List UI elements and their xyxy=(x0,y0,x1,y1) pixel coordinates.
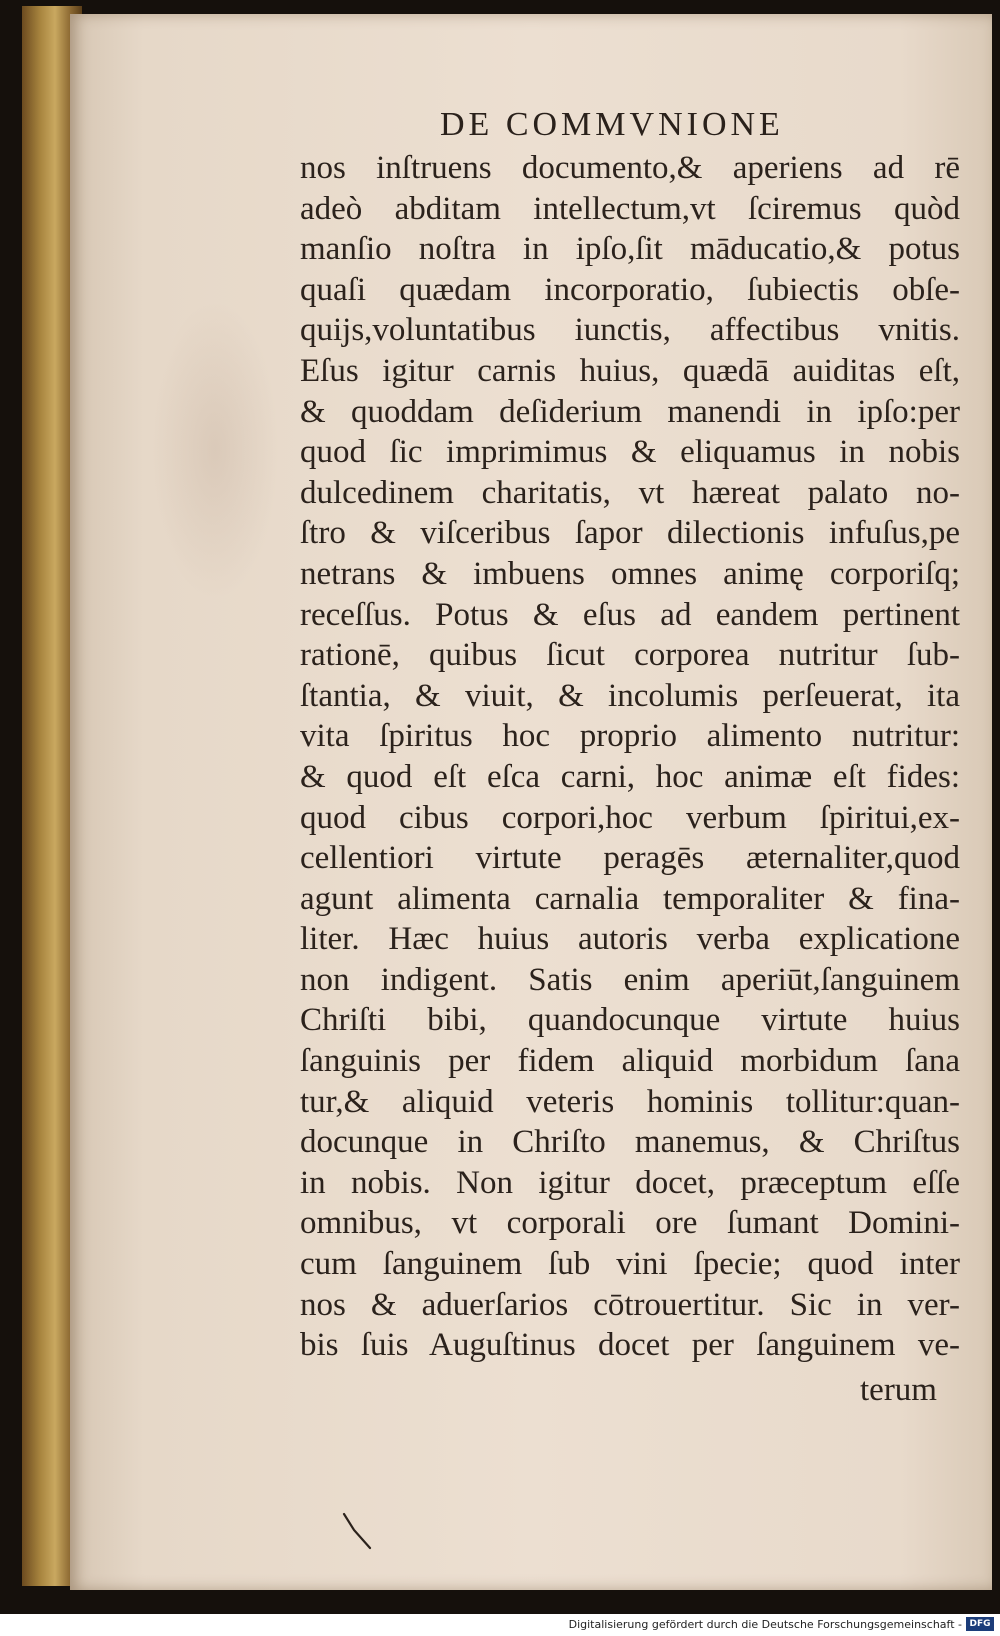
ink-bleed-through xyxy=(150,300,280,600)
text-line: cellentiori virtute peragēs æternaliter,quod xyxy=(300,840,960,877)
text-line: ſanguinis per fidem aliquid morbidum ſana xyxy=(300,1043,960,1080)
body-text xyxy=(300,148,960,1366)
dfg-logo: DFG xyxy=(966,1617,994,1631)
text-line: dulcedinem charitatis, vt hæreat palato no- xyxy=(300,474,960,511)
text-line: docunque in Chriſto manemus, & Chriſtus xyxy=(300,1124,960,1161)
text-line: netrans & imbuens omnes animę corporiſq; xyxy=(300,555,960,592)
text-line: omnibus, vt corporali ore ſumant Domini- xyxy=(300,1205,960,1242)
text-line: liter. Hæc huius autoris verba explicatione xyxy=(300,921,960,958)
text-line: adeò abditam intellectum,vt ſciremus quòd xyxy=(300,190,960,227)
footer-bar xyxy=(0,1614,1000,1636)
text-line: tur,& aliquid veteris hominis tollitur:quan- xyxy=(300,1083,960,1120)
text-line: nos & aduerſarios cōtrouertitur. Sic in ver- xyxy=(300,1286,960,1323)
text-line: Eſus igitur carnis huius, quædā auiditas eſt, xyxy=(300,352,960,389)
text-line: cum ſanguinem ſub vini ſpecie; quod inter xyxy=(300,1246,960,1283)
text-line: Chriſti bibi, quandocunque virtute huius xyxy=(300,1002,960,1039)
text-line: agunt alimenta carnalia temporaliter & fina- xyxy=(300,880,960,917)
text-line: in nobis. Non igitur docet, præceptum eſſe xyxy=(300,1164,960,1201)
text-line: quod ſic imprimimus & eliquamus in nobis xyxy=(300,434,960,471)
text-line: nos inſtruens documento,& aperiens ad rē xyxy=(300,150,960,186)
text-line: rationē, quibus ſicut corporea nutritur ſub- xyxy=(300,637,960,674)
text-line: & quod eſt eſca carni, hoc animæ eſt fides: xyxy=(300,758,960,795)
footer-credit: Digitalisierung gefördert durch die Deutsche Forschungsgemeinschaft - xyxy=(568,1618,962,1631)
text-line: ſtantia, & viuit, & incolumis perſeuerat, ita xyxy=(300,677,960,714)
text-line: & quoddam deſiderium manendi in ipſo:per xyxy=(300,393,960,430)
text-line: non indigent. Satis enim aperiūt,ſanguinem xyxy=(300,961,960,998)
text-line: vita ſpiritus hoc proprio alimento nutritur: xyxy=(300,718,960,755)
text-line: quod cibus corpori,hoc verbum ſpiritui,ex- xyxy=(300,799,960,836)
text-line: bis ſuis Auguſtinus docet per ſanguinem ve- xyxy=(300,1327,960,1364)
running-head: DE COMMVNIONE xyxy=(440,106,784,143)
text-line: quijs,voluntatibus iunctis, affectibus vnitis. xyxy=(300,312,960,349)
text-line: ſtro & viſceribus ſapor dilectionis infuſus,pe xyxy=(300,515,960,552)
pen-mark xyxy=(340,1510,376,1552)
text-line: receſſus. Potus & eſus ad eandem pertinent xyxy=(300,596,960,633)
catchword: terum xyxy=(860,1372,937,1408)
text-line: manſio noſtra in ipſo,ſit māducatio,& potus xyxy=(300,231,960,268)
text-line: quaſi quædam incorporatio, ſubiectis obſe- xyxy=(300,271,960,308)
